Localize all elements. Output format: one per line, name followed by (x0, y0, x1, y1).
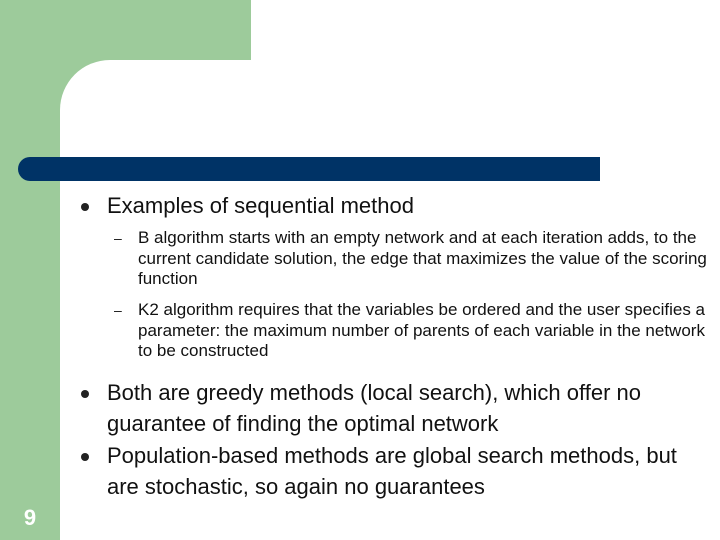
bullet-dot-icon (81, 390, 89, 398)
dash-icon: – (114, 230, 122, 246)
sub-text: B algorithm starts with an empty network and at each iteration adds, to the current candidate solution, the edge that maximizes the value of the scoring function (138, 228, 707, 288)
content-corner (60, 60, 160, 160)
sub-text: K2 algorithm requires that the variables be ordered and the user specifies a parameter: the maximum number of parents of each variable in the network to be constructed (138, 300, 705, 360)
slide-number: 9 (23, 505, 37, 530)
bullet-text: Both are greedy methods (local search), which offer no guarantee of finding the optimal network (107, 380, 641, 436)
bullet-item-3 (107, 440, 707, 502)
dash-icon: – (114, 302, 122, 318)
top-accent-block (60, 0, 251, 60)
bullet-dot-icon (81, 453, 89, 461)
title-rule (18, 157, 600, 181)
sub-item-2 (114, 300, 708, 362)
bullet-item-2 (107, 377, 707, 439)
bullet-text: Population-based methods are global search methods, but are stochastic, so again no guarantees (107, 443, 677, 499)
bullet-text: Examples of sequential method (107, 193, 414, 218)
left-accent-bar (0, 0, 60, 540)
bullet-dot-icon (81, 203, 89, 211)
bullet-item-1 (107, 190, 707, 221)
sub-item-1 (114, 228, 708, 290)
